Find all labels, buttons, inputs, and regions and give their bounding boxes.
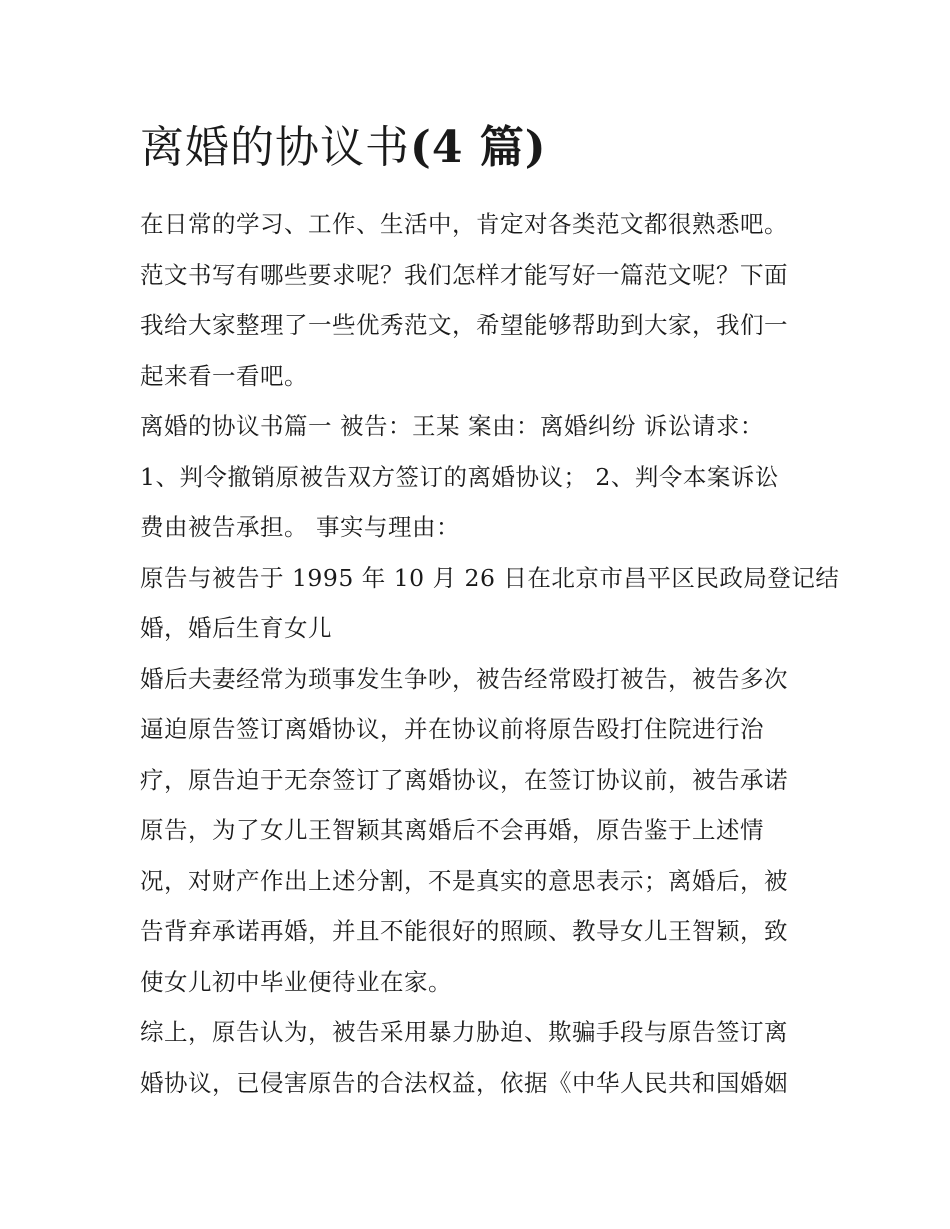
text-line: 离婚的协议书篇一 被告：王某 案由：离婚纠纷 诉讼请求：: [140, 412, 764, 440]
text-line: 婚，婚后生育女儿: [140, 614, 332, 642]
title-main: 离婚的协议书: [140, 122, 410, 173]
text-line: 范文书写有哪些要求呢？我们怎样才能写好一篇范文呢？下面: [140, 260, 788, 289]
paragraph: [140, 401, 820, 452]
document-title: [140, 115, 820, 181]
paragraph: [140, 452, 820, 553]
text-line: 在日常的学习、工作、生活中，肯定对各类范文都很熟悉吧。: [140, 210, 788, 238]
paragraph: [140, 199, 820, 401]
text-line: 1、判令撤销原被告双方签订的离婚协议； 2、判令本案诉讼: [140, 462, 779, 491]
paragraph: [140, 1007, 820, 1108]
paragraph: [140, 654, 820, 1008]
text-line: 告背弃承诺再婚，并且不能很好的照顾、教导女儿王智颖，致: [140, 917, 788, 945]
paragraph-list: [140, 199, 840, 1108]
title-count: (4 篇): [410, 122, 547, 173]
text-line: 原告与被告于 1995 年 10 月 26 日在北京市昌平区民政局登记结: [140, 563, 840, 592]
text-line: 婚协议，已侵害原告的合法权益，依据《中华人民共和国婚姻: [140, 1068, 788, 1097]
document-body: [140, 115, 840, 1108]
text-line: 婚后夫妻经常为琐事发生争吵，被告经常殴打被告，被告多次: [140, 664, 788, 693]
text-line: 逼迫原告签订离婚协议，并在协议前将原告殴打住院进行治: [140, 715, 764, 743]
paragraph: [140, 553, 840, 654]
text-line: 费由被告承担。 事实与理由：: [140, 513, 460, 541]
text-line: 起来看一看吧。: [140, 361, 308, 390]
text-line: 我给大家整理了一些优秀范文，希望能够帮助到大家，我们一: [140, 311, 788, 339]
text-line: 疗，原告迫于无奈签订了离婚协议，在签订协议前，被告承诺: [140, 765, 788, 794]
text-line: 原告，为了女儿王智颖其离婚后不会再婚，原告鉴于上述情: [140, 816, 764, 844]
text-line: 使女儿初中毕业便待业在家。: [140, 967, 452, 996]
text-line: 综上，原告认为，被告采用暴力胁迫、欺骗手段与原告签订离: [140, 1018, 788, 1046]
text-line: 况，对财产作出上述分割，不是真实的意思表示；离婚后，被: [140, 866, 788, 895]
